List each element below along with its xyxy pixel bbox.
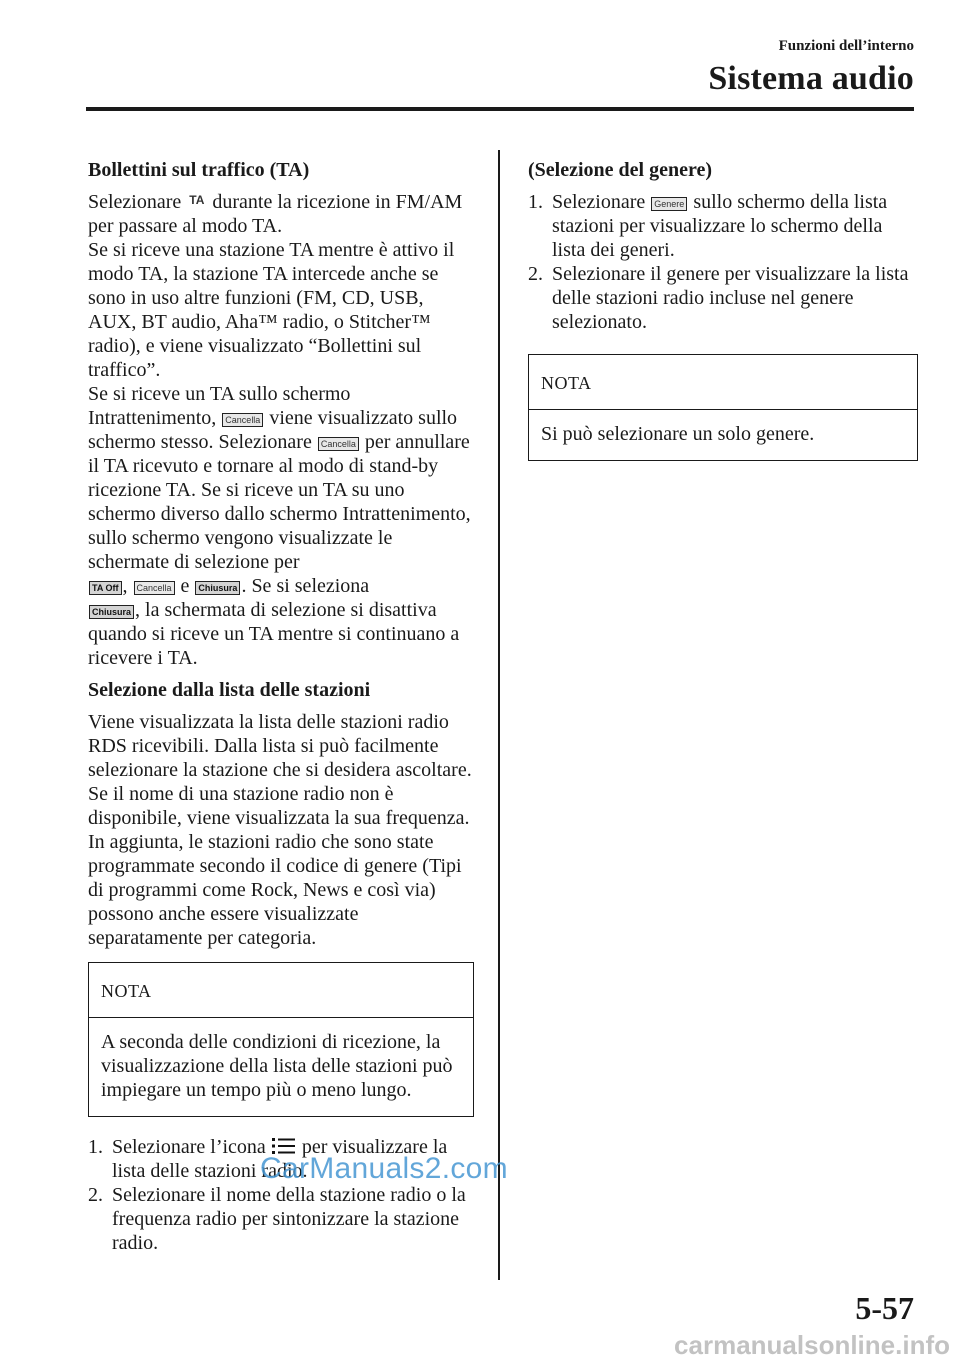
cancella-button: Cancella	[222, 413, 263, 427]
ta-text-3: Se si riceve una stazione TA mentre è attivo il modo TA, la stazione TA intercede anche se sono in uso altre funzioni (FM, CD, USB, AUX, BT audio, Aha™ radio, o Stitcher™ radio), e viene visualizzato “Bollettini sul traffico”.	[88, 239, 455, 381]
page-title: Sistema audio	[708, 60, 914, 97]
conjunction-e: e	[180, 575, 190, 597]
step-text: Selezionare il genere per visualizzare la lista delle stazioni radio incluse nel genere selezionato.	[552, 263, 909, 333]
chiusura-button-2: Chiusura	[89, 605, 134, 619]
watermark: CarManuals2.com	[260, 1152, 508, 1185]
ta-text-5: viene visualizzato sullo schermo stesso. Selezionare	[88, 407, 458, 453]
station-list-paragraph: Viene visualizzata la lista delle stazioni radio RDS ricevibili. Dalla lista si può facilmente selezionare la stazione che si desidera ascoltare. Se il nome di una stazione radio non è disponibile, viene visualizzata la sua frequenza. In aggiunta, le stazioni radio che sono state programmate secondo il codice di genere (Tipi di programmi come Rock, News e così via) possono anche essere visualizzate separatamente per categoria.	[88, 711, 472, 949]
step-number: 2.	[528, 263, 543, 285]
step-text: per visualizzare la lista delle stazioni radio.	[112, 1136, 448, 1182]
ta-off-button: TA Off	[89, 581, 122, 595]
step-number: 1.	[528, 191, 543, 213]
steps-list-right	[528, 190, 918, 334]
ta-heading: Bollettini sul traffico (TA)	[88, 159, 310, 181]
step-number: 2.	[88, 1184, 103, 1206]
ta-text-2: durante la ricezione in FM/AM per passare al modo TA.	[88, 191, 463, 237]
note-box-right	[528, 354, 918, 461]
ta-text-6: per annullare il TA ricevuto e tornare al modo di stand-by ricezione TA. Se si riceve un TA su uno schermo diverso dallo schermo Intrattenimento, sullo schermo vengono visualizzate le schermate di selezione per	[88, 431, 471, 573]
ta-text-7: . Se si seleziona	[241, 575, 370, 597]
note-title: NOTA	[101, 981, 152, 1001]
ta-text-4: Se si riceve un TA sullo schermo Intrattenimento,	[88, 383, 351, 429]
ta-text-1: Selezionare	[88, 191, 182, 213]
step-number: 1.	[88, 1136, 103, 1158]
step-text: Selezionare	[552, 191, 646, 213]
genre-heading: (Selezione del genere)	[528, 159, 713, 181]
ta-button: TA	[189, 193, 205, 207]
step-text: Selezionare il nome della stazione radio o la frequenza radio per sintonizzare la stazione radio.	[112, 1184, 466, 1254]
step-text: sullo schermo della lista stazioni per visualizzare lo schermo della lista dei generi.	[552, 191, 888, 261]
ta-paragraph	[88, 190, 474, 670]
step-text: Selezionare l’icona	[112, 1136, 266, 1158]
note-box-left	[88, 962, 474, 1117]
header-rule	[86, 107, 914, 111]
header-section: Funzioni dell’interno	[778, 38, 914, 54]
comma: ,	[122, 575, 128, 597]
cancella-button-3: Cancella	[134, 581, 175, 595]
column-divider	[498, 150, 500, 1280]
chiusura-button: Chiusura	[195, 581, 240, 595]
list-item	[88, 1183, 474, 1255]
list-item	[528, 190, 918, 262]
note-body: Si può selezionare un solo genere.	[529, 409, 917, 460]
station-list-heading: Selezione dalla lista delle stazioni	[88, 679, 371, 701]
note-body: A seconda delle condizioni di ricezione, la visualizzazione della lista delle stazioni può impiegare un tempo più o meno lungo.	[89, 1017, 473, 1116]
genere-button: Genere	[651, 197, 687, 211]
cancella-button-2: Cancella	[318, 437, 359, 451]
list-item	[528, 262, 918, 334]
page-number: 5-57	[855, 1290, 914, 1326]
left-column	[88, 158, 474, 1255]
footer-watermark: carmanualsonline.info	[674, 1330, 950, 1360]
right-column	[528, 158, 918, 479]
note-title: NOTA	[541, 373, 592, 393]
ta-text-8: , la schermata di selezione si disattiva quando si riceve un TA mentre si continuano a ricevere i TA.	[88, 599, 460, 669]
